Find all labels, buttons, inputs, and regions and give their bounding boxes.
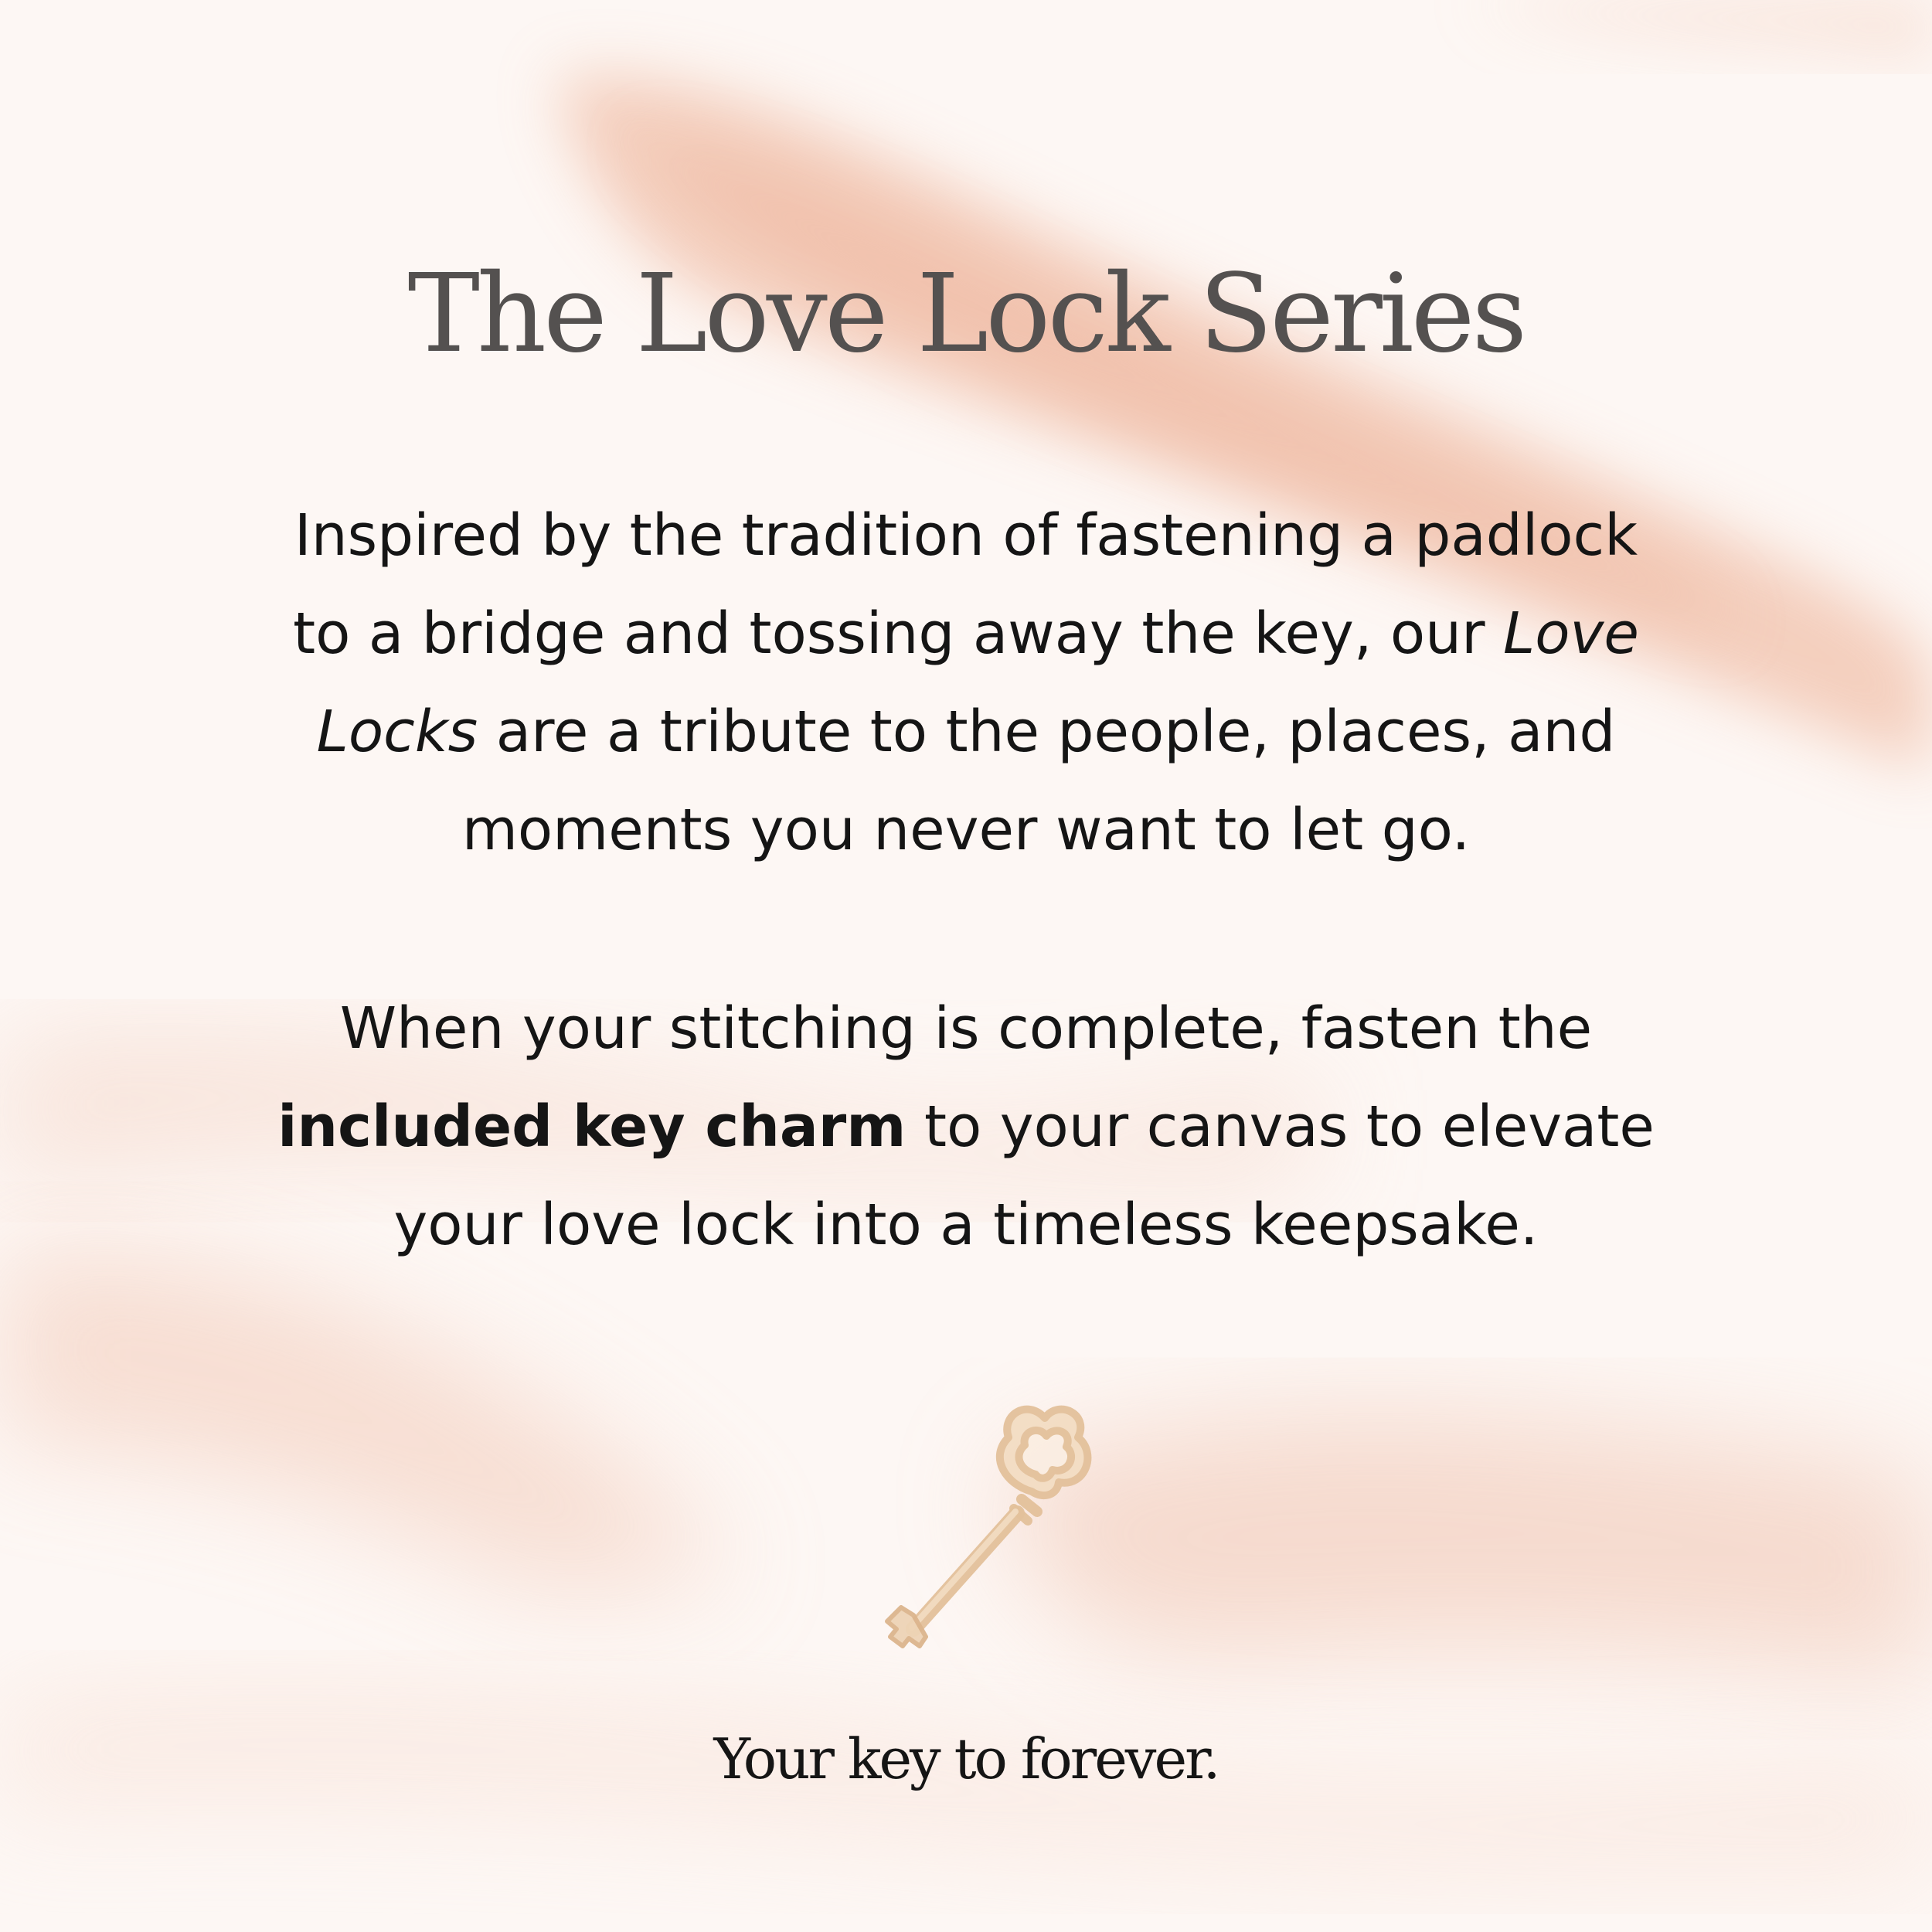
intro-line-1: Inspired by the tradition of fastening a padlock <box>294 502 1638 569</box>
instruction-line-3: your love lock into a timeless keepsake. <box>393 1192 1539 1258</box>
key-charm-emphasis: included key charm <box>277 1094 906 1160</box>
intro-paragraph <box>193 487 1739 879</box>
instruction-paragraph <box>193 980 1739 1274</box>
intro-line-4: moments you never want to let go. <box>461 797 1471 863</box>
love-locks-italic-1: Love <box>1503 600 1639 667</box>
instruction-line-1: When your stitching is complete, fasten the <box>339 995 1593 1062</box>
love-locks-italic-2: Locks <box>316 699 478 765</box>
intro-line-2-text: to a bridge and tossing away the key, our <box>293 600 1504 667</box>
instruction-line-2 <box>193 1078 1739 1176</box>
intro-line-3 <box>193 683 1739 781</box>
tagline: Your key to forever. <box>713 1726 1219 1791</box>
key-charm-icon <box>842 1383 1105 1662</box>
instruction-line-2-text: to your canvas to elevate <box>906 1094 1655 1160</box>
page-title: The Love Lock Series <box>407 251 1525 377</box>
intro-line-3-text: are a tribute to the people, places, and <box>478 699 1616 765</box>
intro-line-2 <box>193 585 1739 683</box>
